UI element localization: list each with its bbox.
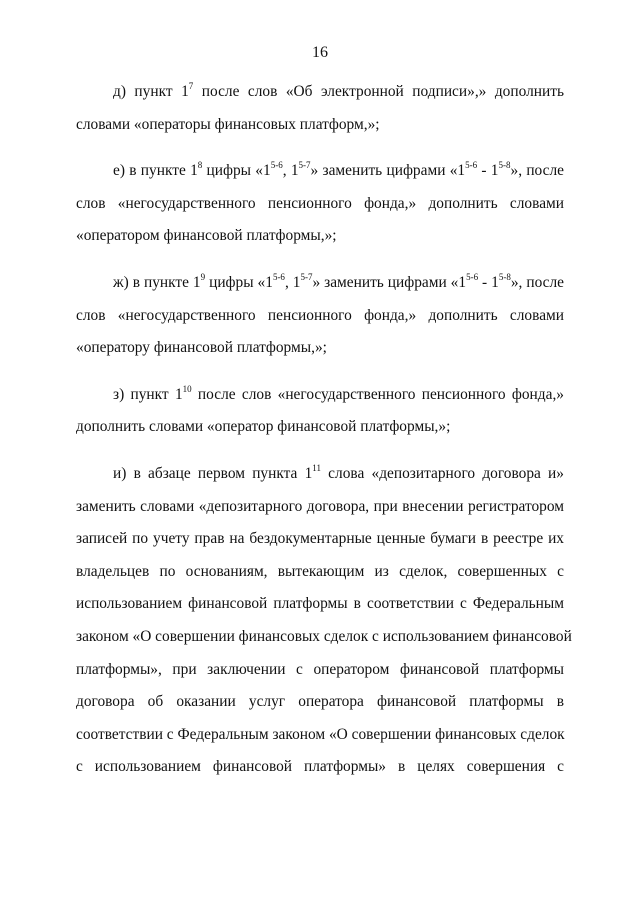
text-line: использованием финансовой платформы в соответствии с Федеральным bbox=[76, 595, 564, 613]
superscript: 5-8 bbox=[498, 160, 511, 171]
text-line: заменить словами «депозитарного договора, при внесении регистратором bbox=[76, 497, 564, 515]
superscript: 10 bbox=[182, 383, 192, 394]
superscript: 5-6 bbox=[272, 271, 285, 282]
text-line: соответствии с Федеральным законом «О совершении финансовых сделок bbox=[76, 725, 565, 743]
text-line: словами «операторы финансовых платформ,»; bbox=[76, 115, 380, 133]
text-line: дополнить словами «оператор финансовой платформы,»; bbox=[76, 418, 451, 436]
text-line: и) в абзаце первом пункта $1^{11}$ слова «депозитарного договора и» bbox=[113, 462, 564, 482]
text-line: слов «негосударственного пенсионного фонда,» дополнить словами bbox=[76, 306, 564, 324]
text-line: слов «негосударственного пенсионного фонда,» дополнить словами bbox=[76, 194, 564, 212]
text-line: е) в пункте $1^8$ цифры «1$^{5-6}$, 1$^{5-7}$» заменить цифрами «1$^{5-6}$ - 1$^{5-8}$», после bbox=[113, 160, 564, 180]
paragraph bbox=[76, 155, 564, 253]
superscript: 8 bbox=[197, 160, 203, 171]
text-line: с использованием финансовой платформы» в целях совершения с bbox=[76, 758, 564, 776]
document-body bbox=[76, 76, 572, 784]
superscript: 7 bbox=[188, 81, 194, 91]
superscript: 5-7 bbox=[298, 160, 311, 171]
paragraph bbox=[76, 76, 564, 141]
superscript: 5-7 bbox=[300, 271, 313, 282]
text-line: владельцев по основаниям, вытекающим из сделок, совершенных с bbox=[76, 562, 564, 580]
paragraph bbox=[76, 379, 564, 444]
text-line: з) пункт $1^{10}$ после слов «негосударственного пенсионного фонда,» bbox=[113, 383, 564, 403]
text-line: ж) в пункте $1^9$ цифры «1$^{5-6}$, 1$^{5-7}$» заменить цифрами «1$^{5-6}$ - 1$^{5-8}$», после bbox=[113, 271, 564, 291]
text-line: «оператором финансовой платформы,»; bbox=[76, 227, 337, 245]
page-number: 16 bbox=[312, 44, 328, 61]
text-line: законом «О совершении финансовых сделок с использованием финансовой bbox=[76, 627, 572, 645]
text-line: д) пункт $1^7$ после слов «Об электронной подписи»,» дополнить bbox=[113, 81, 564, 100]
superscript: 9 bbox=[200, 271, 206, 282]
superscript: 11 bbox=[312, 462, 321, 473]
text-line: «оператору финансовой платформы,»; bbox=[76, 339, 327, 357]
text-line: платформы», при заключении с оператором финансовой платформы bbox=[76, 660, 564, 678]
text-line: записей по учету прав на бездокументарные ценные бумаги в реестре их bbox=[76, 530, 564, 548]
text-line: договора об оказании услуг оператора финансовой платформы в bbox=[76, 693, 564, 711]
superscript: 5-6 bbox=[270, 160, 283, 171]
superscript: 5-6 bbox=[465, 160, 478, 171]
superscript: 5-6 bbox=[466, 271, 479, 282]
paragraph bbox=[76, 267, 564, 365]
superscript: 5-8 bbox=[498, 271, 511, 282]
paragraph bbox=[76, 458, 572, 784]
